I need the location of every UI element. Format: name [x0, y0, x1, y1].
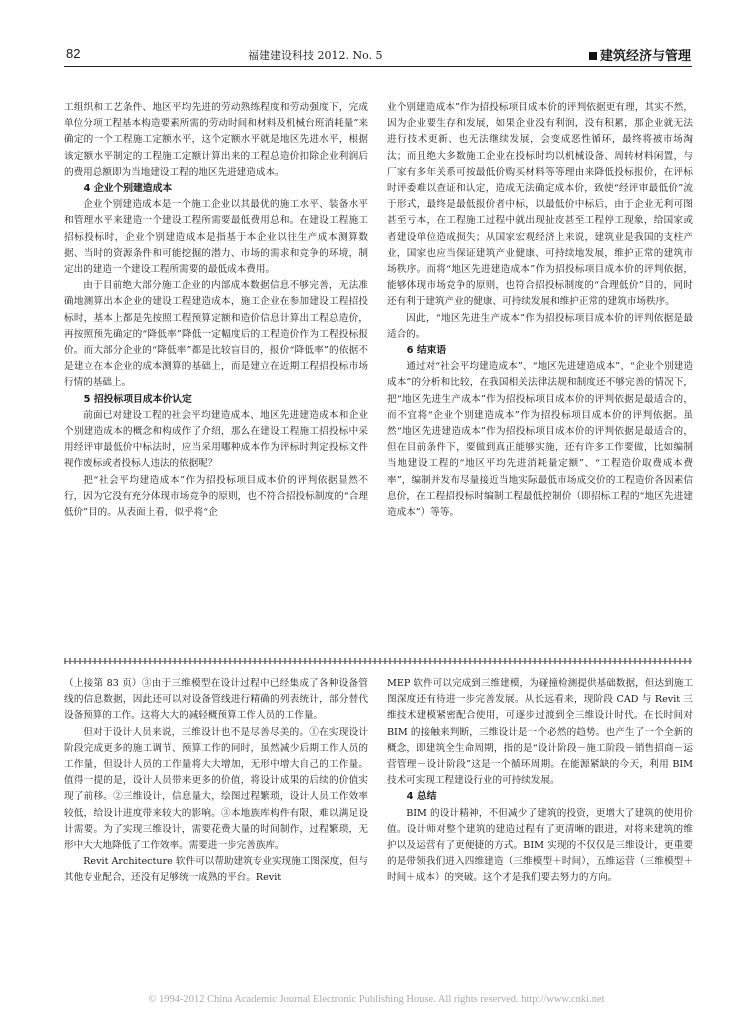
- lower-right-column: [387, 676, 693, 916]
- lower-left-column: [64, 676, 368, 916]
- paragraph: 通过对“社会平均建造成本”、“地区先进建造成本”、“企业个别建造成本”的分析和比较，在我国相关法律法规和制度还不够完善的情况下，把“地区先进生产成本”作为招投标项目成本价的评判依据是最适合的，而不宜将“企业个别建造成本”作为招投标项目成本价的评判依据。虽然“地区先进建造成本”作为招投标项目成本价的评判依据是最适合的，但在目前条件下，要做到真正能够实施，还有许多工作要做，比如编制当地建设工程的“地区平均先进消耗量定额”、“工程造价取费成本费率”，编制并发布尽量接近当地实际最低市场成交价的工程造价各因素信息价，在工程招投标时编制工程最低控制价（即招标工程的“地区先进建造成本”）等等。: [387, 361, 693, 519]
- paragraph: MEP 软件可以完成到三维建模，为碰撞检测提供基础数据，但达到施工图深度还有待进一步完善发展。从长远看来，现阶段 CAD 与 Revit 三维技术建模紧密配合使用，可逐步过渡到全三维设计时代。在长时间对 BIM 的接触来判断，三维设计是一个必然的趋势。也产生了一个全新的概念，即建筑全生命周期，指的是“设计阶段－施工阶段－销售招商－运营管理－设计阶段”这是一个循环周期。在能源紧缺的今天，利用 BIM 技术可实现工程建设行业的可持续发展。: [387, 678, 693, 787]
- journal-info: 福建建设科技 2012. No. 5: [248, 49, 383, 62]
- paragraph: 因此，“地区先进生产成本”作为招投标项目成本价的评判依据是最适合的。: [387, 312, 693, 340]
- page-number: 82: [66, 46, 81, 61]
- copyright-footer: © 1994-2012 China Academic Journal Electronic Publishing House. All rights reserved. http://www.cnki.net: [148, 994, 605, 1005]
- paragraph: 业个别建造成本”作为招投标项目成本价的评判依据更有理，其实不然，因为企业要生存和发展，如果企业没有利润，没有积累，那企业就无法进行技术更新、也无法继续发展，会变成恶性循环，最终将被市场淘汰；而且绝大多数施工企业在投标时均以机械设备、周转材料闲置，与厂家有多年关系可按最低价购买材料等等理由来降低投标报价，在评标时评委难以查证和认定，造成无法确定成本价，致使“经评审最低价”流于形式，最终是最低报价者中标，以最低价中标后，由于企业无利可图甚至亏本，在工程施工过程中就出现扯皮甚至工程停工现象，给国家或者建设单位造成损失；从国家宏观经济上来说，建筑业是我国的支柱产业，国家也应当保证建筑产业健康、可持续地发展，维护正常的建筑市场秩序。而将“地区先进建造成本”作为招投标项目成本价的评判依据，能够体现市场竞争的原则，也符合招投标制度的“合理低价”目的，同时还有利于建筑产业的健康、可持续发展和维护正常的建筑市场秩序。: [387, 102, 693, 308]
- paragraph: （上接第 83 页）③由于三维模型在设计过程中已经集成了各种设备管线的信息数据，因此还可以对设备管线进行精确的列表统计，部分替代设备预算的工作。这将大大的减轻概预算工作人员的工作量。: [64, 678, 368, 722]
- upper-left-column: [64, 100, 368, 654]
- upper-right-column: [387, 100, 693, 654]
- paragraph: Revit Architecture 软件可以帮助建筑专业实现施工图深度，但与其他专业配合，还没有足够统一成熟的平台。Revit: [64, 856, 368, 884]
- paragraph: BIM 的设计精神，不但减少了建筑的投资，更增大了建筑的使用价值。设计师对整个建筑的建造过程有了更清晰的跟进，对将来建筑的维护以及运营有了更便捷的方式。BIM 实现的不仅仅是三维设计，更重要的是带领我们进入四维建造（三维模型＋时间），五维运营（三维模型＋时间＋成本）的突破。这个才是我们要去努力的方向。: [387, 807, 693, 884]
- section-tag: [589, 45, 691, 64]
- section-heading: 4 企业个别建造成本: [83, 183, 173, 195]
- paragraph: 工组织和工艺条件、地区平均先进的劳动熟练程度和劳动强度下，完成单位分项工程基本构造要素所需的劳动时间和材料及机械台班消耗量”来确定的一个工程施工定额水平，这个定额水平就是地区先进水平，根据该定额水平制定的工程施工定额计算出来的工程总造价扣除企业利润后的费用总额即为当地建设工程的地区先进建造成本。: [64, 102, 368, 178]
- article-divider-line: [64, 661, 692, 662]
- header-rule: [64, 66, 692, 67]
- section-title: 建筑经济与管理: [600, 49, 692, 64]
- paragraph: 前面已对建设工程的社会平均建造成本、地区先进建造成本和企业个别建造成本的概念和构成作了介绍，那么在建设工程施工招投标中采用经评审最低价中标法时，应当采用哪种成本作为评标时判定投标文件视作废标或者投标人违法的依据呢？: [64, 409, 368, 470]
- section-heading: 5 招投标项目成本价认定: [83, 393, 192, 405]
- paragraph: 企业个别建造成本是一个施工企业以其最优的施工水平、装备水平和管理水平来建造一个建设工程所需要最低费用总和。在建设工程施工招标投标时，企业个别建造成本是指基于本企业以往生产成本测算数据、当时的资源条件和可能挖掘的潜力、市场的需求和竞争的环境，制定出的建造一个建设工程所需要的最低成本费用。: [64, 199, 368, 276]
- paragraph: 把“社会平均建造成本”作为招投标项目成本价的评判依据显然不行，因为它没有充分体现市场竞争的原则，也不符合招投标制度的“合理低价”目的。从表面上看，似乎将“企: [64, 474, 368, 519]
- paragraph: 但对于设计人员来说，三维设计也不是尽善尽美的。①在实现设计阶段完成更多的施工调节、预算工作的同时，虽然减少后期工作人员的工作量，但设计人员的工作量将大大增加，无形中增大自己的工作量。值得一提的是，设计人员带来更多的价值，将设计成果的后续的价值实现了前移。②三维设计，信息量大，绘图过程繁琐，设计人员工作效率较低，给设计进度带来较大的影响。③本地族库构件有限，难以满足设计需要。为了实现三维设计，需要花费大量的时间制作，过程繁琐，无形中大大地降低了工作效率。需要进一步完善族库。: [64, 726, 368, 852]
- square-bullet-icon: [589, 52, 597, 60]
- paragraph: 由于目前绝大部分施工企业的内部成本数据信息不够完善，无法准确地测算出本企业的建设工程建造成本，施工企业在参加建设工程招投标时，基本上都是先按照工程预算定额和造价信息计算出工程总造价，再按照预先确定的“降低率”降低一定幅度后的工程造价作为工程投标报价。而大部分企业的“降低率”都是比较盲目的，报价“降低率”的依据不是建立在本企业的成本测算的基础上，而是建立在近期工程招投标市场行情的基础上。: [64, 280, 368, 389]
- section-heading: 6 结束语: [406, 345, 447, 357]
- section-heading: 4 总结: [406, 791, 437, 803]
